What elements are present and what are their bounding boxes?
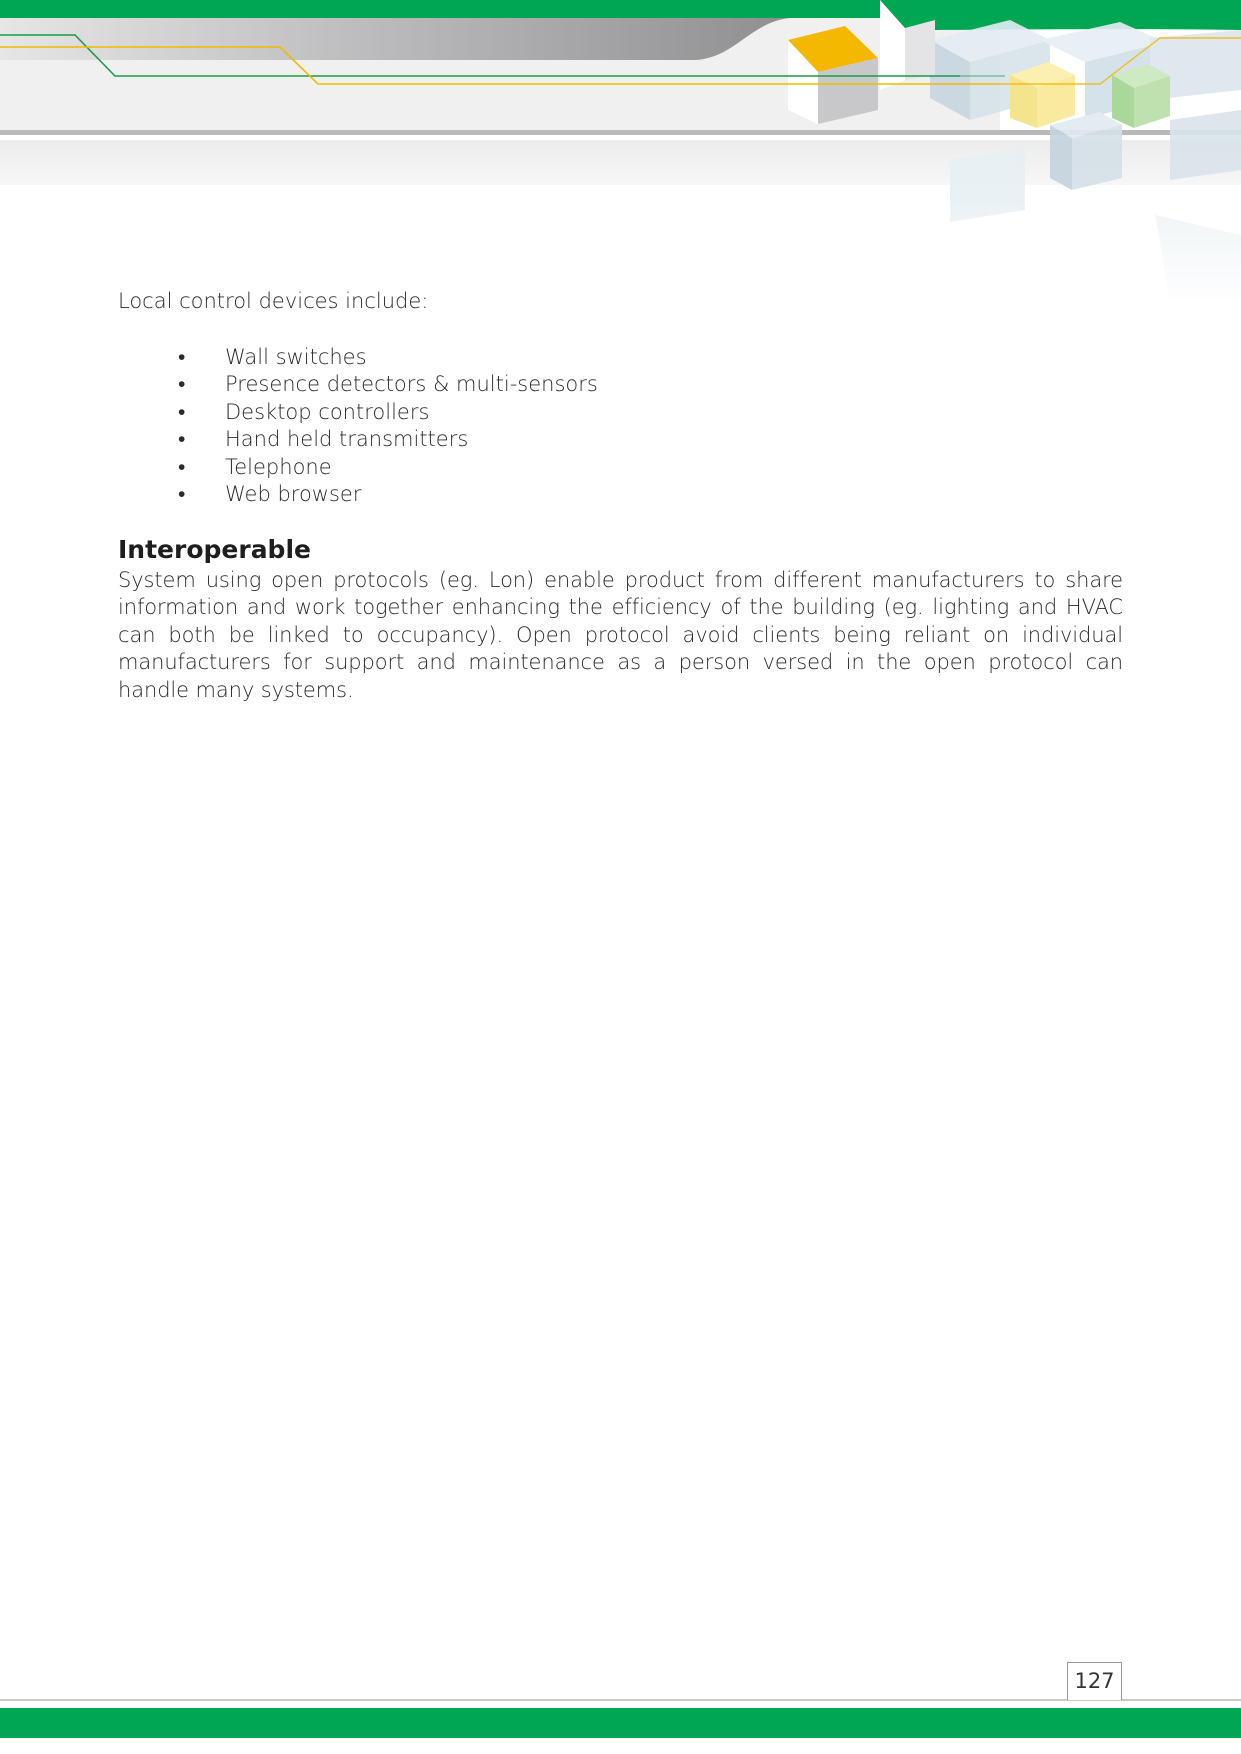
- list-item-label: Hand held transmitters: [225, 427, 469, 451]
- bullet-icon: •: [178, 427, 186, 451]
- list-item: [118, 344, 1123, 372]
- document-body: [118, 288, 1123, 704]
- list-item: [118, 481, 1123, 509]
- footer-divider: [0, 1699, 1241, 1701]
- bullet-icon: •: [178, 344, 186, 369]
- page-number: 127: [1067, 1662, 1122, 1700]
- list-item-label: Telephone: [225, 454, 332, 479]
- bullet-icon: •: [178, 482, 186, 506]
- bullet-icon: •: [178, 399, 186, 424]
- list-item: [118, 426, 1123, 454]
- bullet-icon: •: [178, 372, 186, 396]
- section-heading: Interoperable: [118, 534, 311, 564]
- intro-text: Local control devices include:: [118, 289, 429, 313]
- list-item-label: Presence detectors & multi-sensors: [225, 372, 598, 396]
- footer-green-bar: [0, 1708, 1241, 1738]
- section-paragraph: System using open protocols (eg. Lon) enable product from different manufacturers to share information and work together enhancing the efficiency of the building (eg. lighting and HVAC can both be linked to occupancy). Open protocol avoid clients being reliant on individual manufacturers for support and maintenance as a person versed in the open protocol can handle many systems.: [118, 567, 1123, 702]
- list-item-label: Web browser: [225, 482, 362, 506]
- list-item-label: Desktop controllers: [225, 399, 430, 424]
- page-header-banner: [0, 0, 1241, 310]
- bullet-icon: •: [178, 454, 186, 479]
- list-item: [118, 399, 1123, 427]
- list-item: [118, 454, 1123, 482]
- list-item: [118, 371, 1123, 399]
- device-list: [118, 344, 1123, 509]
- list-item-label: Wall switches: [225, 344, 367, 369]
